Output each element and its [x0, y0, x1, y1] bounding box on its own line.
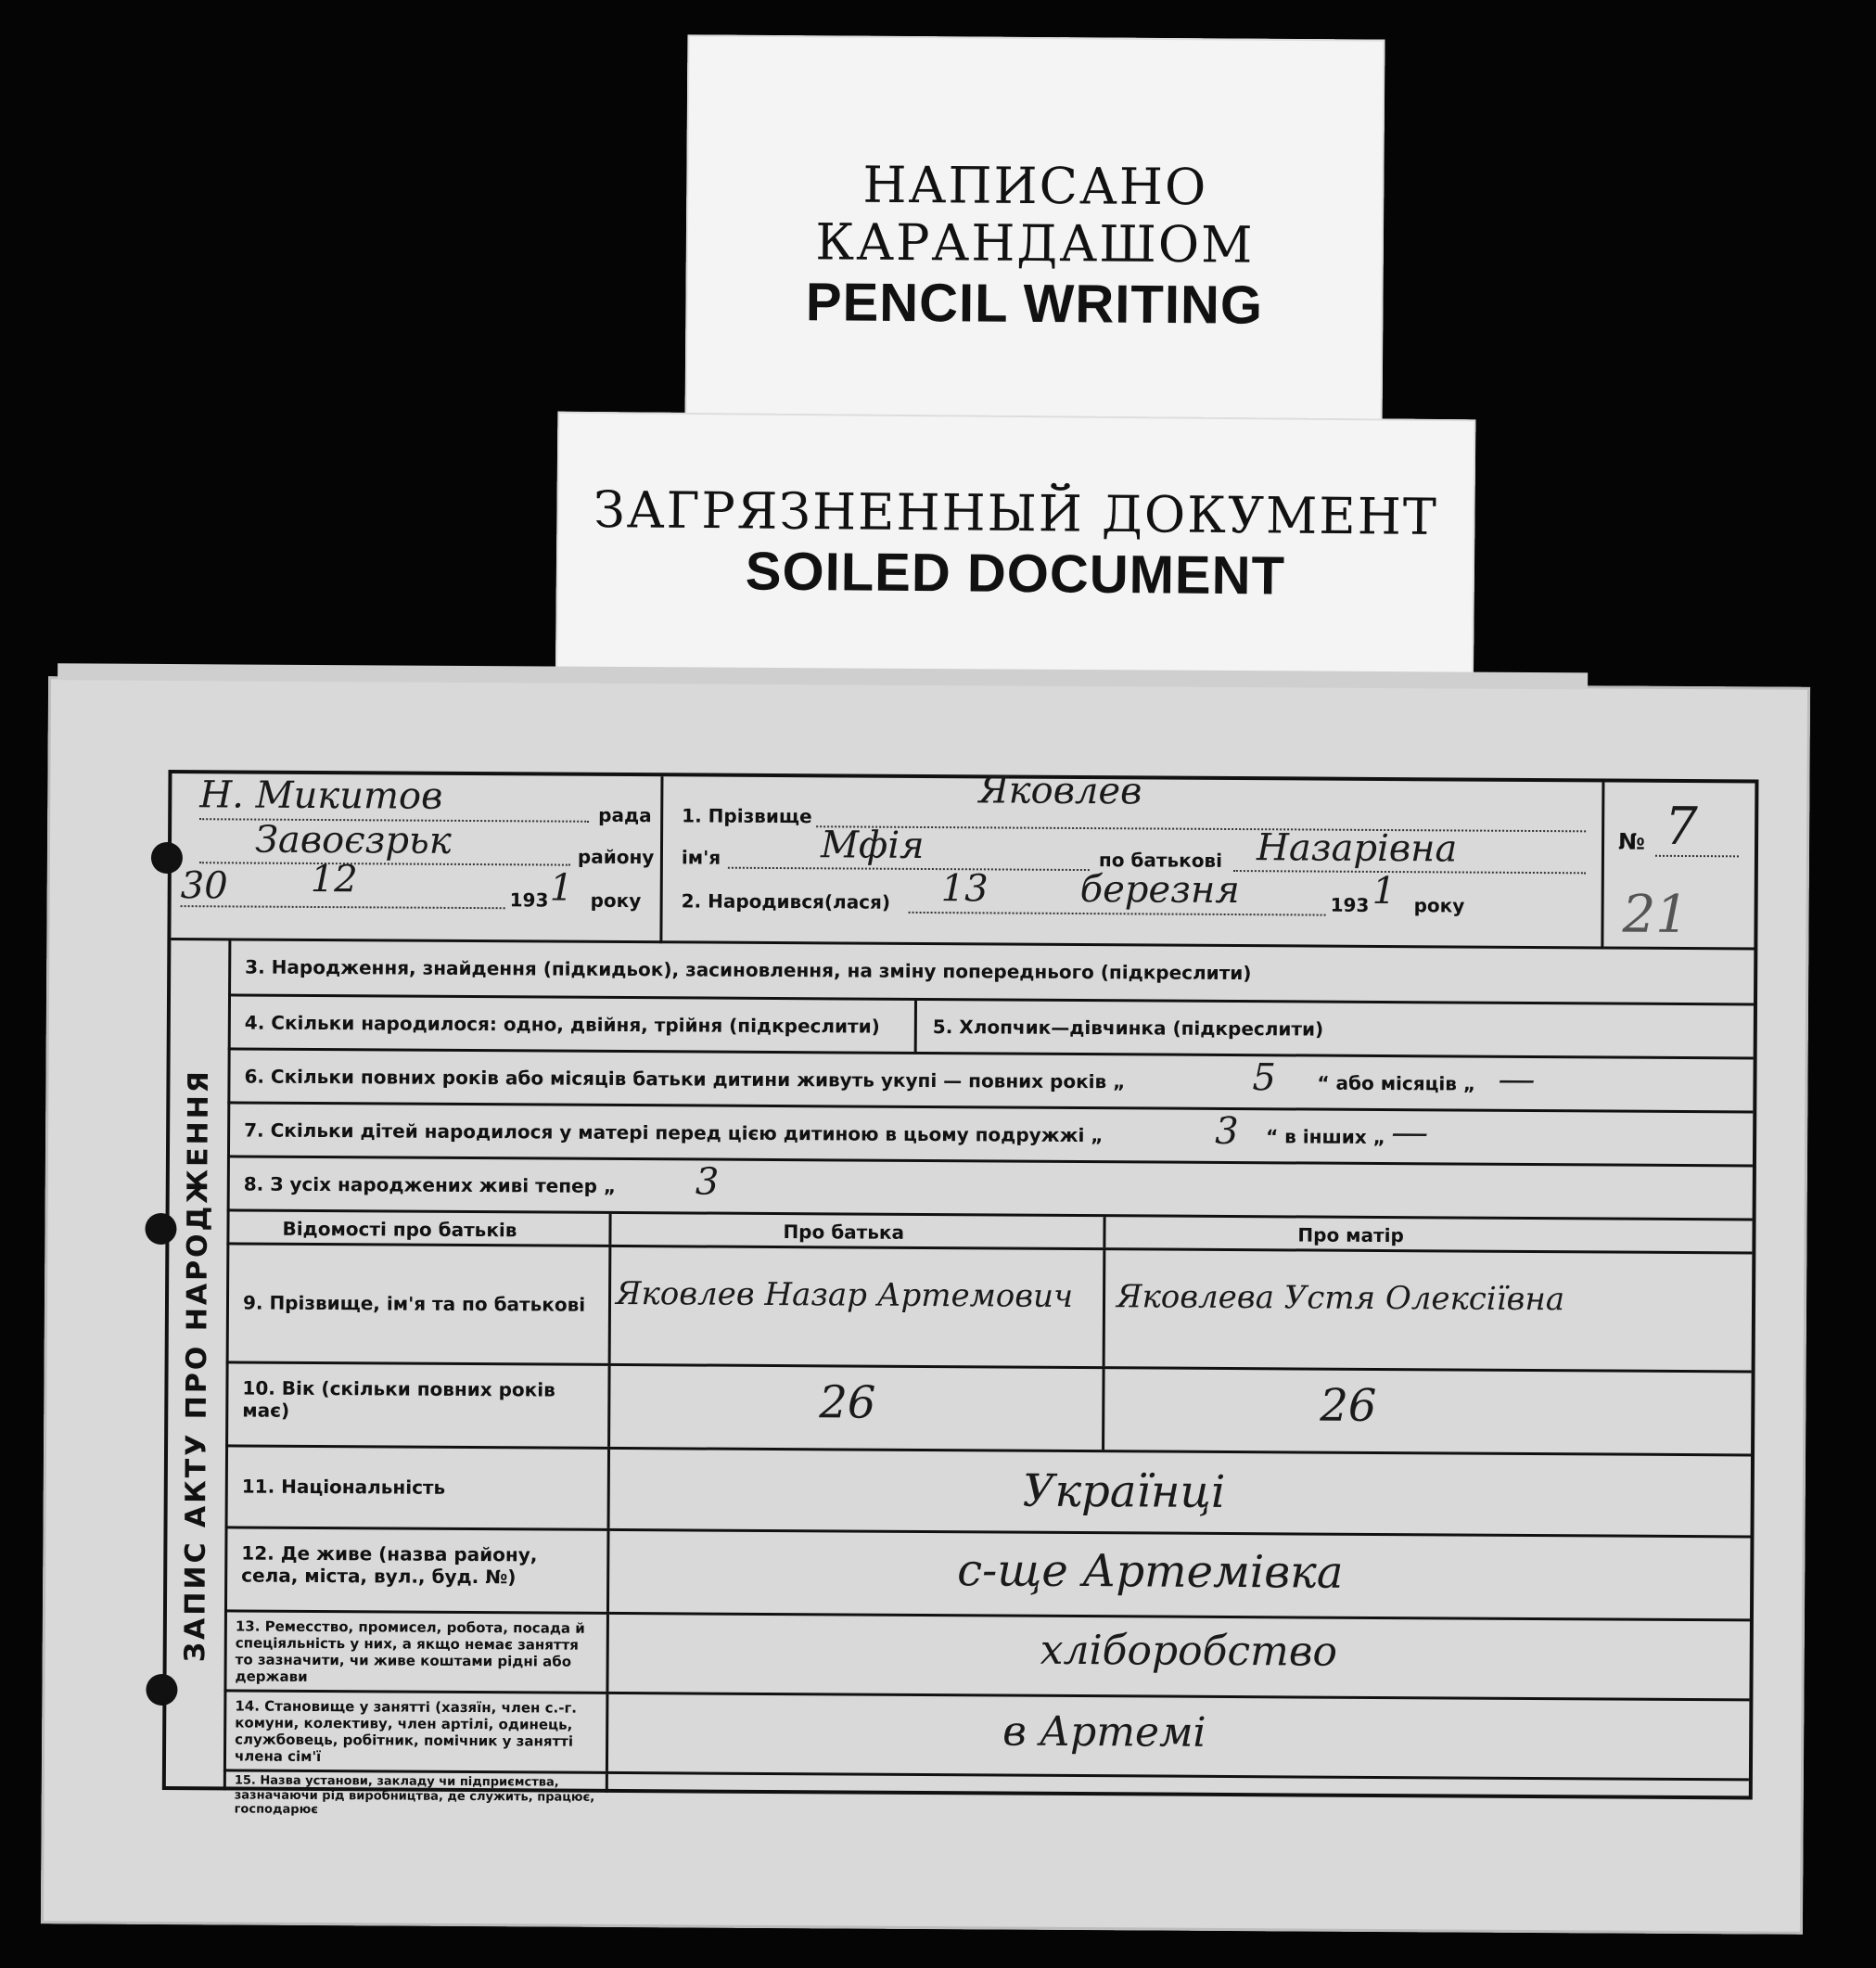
birth-year-label: року	[1413, 894, 1465, 917]
birth-record-form	[162, 769, 1759, 1818]
row-7-label: 7. Скільки дітей народилося у матері перед цією дитиною в цьому подружжі „	[244, 1118, 1104, 1147]
record-year-digit-handwriting: 1	[549, 866, 574, 910]
row-7-other-label: “ в інших „	[1266, 1125, 1385, 1149]
row-4-5	[228, 996, 1754, 1059]
birth-year-prefix: 193	[1330, 893, 1370, 916]
patronymic-handwriting: Назарівна	[1256, 826, 1458, 871]
row-10-divider-1	[607, 1366, 611, 1447]
row-8-handwriting: 3	[695, 1160, 720, 1204]
pencil-ru-line-2: КАРАНДАШОМ	[815, 212, 1255, 275]
residence-handwriting: с-ще Артемівка	[957, 1544, 1344, 1599]
row-8-label: 8. З усіх народжених живі тепер „	[243, 1172, 617, 1197]
nationality-handwriting: Українці	[1022, 1464, 1226, 1518]
father-age-handwriting: 26	[819, 1376, 876, 1429]
row-13-label: 13. Ремесство, промисел, робота, посада й спеціяльність у них, а якщо немає заняття то зазначити, чи живе коштами рідні або держави	[235, 1617, 585, 1685]
row-4-5-divider	[914, 1001, 917, 1052]
birth-record-card	[41, 676, 1810, 1935]
row-15-label: 15. Назва установи, закладу чи підприємства, зазначаючи рід виробництва, де служить, працює, господарює	[234, 1773, 595, 1818]
parents-info-header: Відомості про батьків	[282, 1217, 517, 1242]
row-14-divider	[606, 1694, 609, 1771]
row-6	[227, 1050, 1753, 1113]
row-6-months-label: “ або місяців „	[1317, 1071, 1476, 1095]
birth-date-line	[909, 912, 1326, 916]
row-7	[227, 1104, 1753, 1167]
row-9-divider-2	[1103, 1250, 1106, 1366]
row-14	[223, 1692, 1749, 1781]
soiled-en-line: SOILED DOCUMENT	[745, 541, 1286, 607]
row-9-divider-1	[608, 1247, 612, 1363]
occupation-handwriting: хліборобство	[1040, 1626, 1338, 1676]
patronymic-label: по батькові	[1098, 849, 1223, 872]
row-7-other-handwriting: —	[1391, 1111, 1429, 1155]
row-8	[227, 1157, 1753, 1220]
row-11	[225, 1447, 1752, 1538]
header-number-block	[1603, 782, 1756, 950]
record-number-handwriting: 7	[1664, 796, 1699, 858]
mother-column-header: Про матір	[1297, 1223, 1404, 1247]
row-6-months-handwriting: —	[1498, 1057, 1536, 1102]
row-10	[225, 1363, 1752, 1456]
given-name-line	[728, 867, 1090, 871]
record-year-prefix: 193	[509, 888, 549, 912]
row-10-divider-2	[1102, 1369, 1105, 1450]
birth-month-handwriting: березня	[1079, 868, 1240, 913]
side-title: ЗАПИС АКТУ ПРО НАРОДЖЕННЯ	[179, 1068, 216, 1663]
surname-handwriting: Яковлев	[978, 769, 1142, 813]
record-number-line	[1655, 855, 1739, 858]
council-label: рада	[598, 803, 652, 827]
pencil-writing-label	[685, 34, 1385, 428]
side-title-band	[166, 940, 232, 1790]
given-name-label: ім'я	[681, 846, 721, 869]
birth-year-digit-handwriting: 1	[1372, 869, 1397, 914]
row-13-divider	[606, 1615, 609, 1692]
row-9-label: 9. Прізвище, ім'я та по батькові	[242, 1291, 586, 1316]
mother-age-handwriting: 26	[1320, 1379, 1377, 1432]
row-7-handwriting: 3	[1215, 1109, 1239, 1154]
record-number-label: №	[1617, 828, 1646, 855]
row-14-label: 14. Становище у занятті (хазяїн, член с.-г. комуни, колективу, член артілі, одинець, службовець, робітник, помічник у занятті члена сім'ї	[234, 1697, 578, 1766]
parents-col-divider-1	[608, 1214, 611, 1245]
row-11-label: 11. Національність	[241, 1475, 446, 1499]
row-12-label: 12. Де живе (назва району, села, міста, вул., буд. №)	[241, 1541, 538, 1589]
record-year-label: року	[590, 888, 642, 913]
row-3	[228, 940, 1754, 1005]
row-5-label: 5. Хлопчик—дівчинка (підкреслити)	[932, 1016, 1324, 1041]
row-6-years-handwriting: 5	[1252, 1056, 1277, 1100]
father-name-handwriting: Яковлев Назар Артемович	[615, 1274, 1074, 1315]
given-name-handwriting: Мфія	[820, 824, 925, 867]
mother-name-handwriting: Яковлева Устя Олексіївна	[1116, 1278, 1565, 1319]
patronymic-line	[1233, 870, 1586, 874]
row-12	[224, 1528, 1751, 1621]
occupation-status-handwriting: в Артемі	[1002, 1707, 1206, 1757]
birth-date-label: 2. Народився(лася)	[681, 889, 891, 914]
record-date-line	[181, 905, 505, 909]
record-day-handwriting: 30	[180, 864, 228, 908]
parents-col-divider-2	[1103, 1217, 1105, 1247]
row-12-divider	[606, 1531, 610, 1612]
birth-day-handwriting: 13	[940, 867, 989, 911]
row-13	[223, 1612, 1749, 1701]
district-line	[199, 862, 570, 865]
council-handwriting: Н. Микитов	[199, 773, 443, 818]
surname-line	[816, 825, 1586, 832]
header-child-block	[662, 769, 1604, 949]
district-handwriting: Завоєзрьк	[254, 818, 452, 863]
row-11-divider	[607, 1450, 611, 1528]
district-label: району	[577, 845, 655, 869]
row-6-label: 6. Скільки повних років або місяців батьки дитини живуть укупі — повних років „	[244, 1065, 1126, 1093]
row-15-divider	[606, 1774, 608, 1793]
row-4-label: 4. Скільки народилося: одно, двійня, трійня (підкреслити)	[244, 1011, 880, 1038]
row-3-label: 3. Народження, знайдення (підкидьок), засиновлення, на зміну попереднього (підкреслити)	[245, 955, 1252, 985]
record-month-handwriting: 12	[310, 857, 358, 901]
pencil-ru-line-1: НАПИСАНО	[862, 155, 1208, 217]
soiled-ru-line: ЗАГРЯЗНЕННЫЙ ДОКУМЕНТ	[593, 480, 1439, 546]
extra-number-handwriting: 21	[1622, 884, 1690, 946]
pencil-en-line: PENCIL WRITING	[805, 272, 1264, 336]
surname-label: 1. Прізвище	[682, 804, 812, 828]
row-9	[226, 1245, 1753, 1373]
header-council-block	[171, 773, 663, 943]
father-column-header: Про батька	[783, 1220, 905, 1244]
row-10-label: 10. Вік (скільки повних років має)	[242, 1376, 555, 1422]
